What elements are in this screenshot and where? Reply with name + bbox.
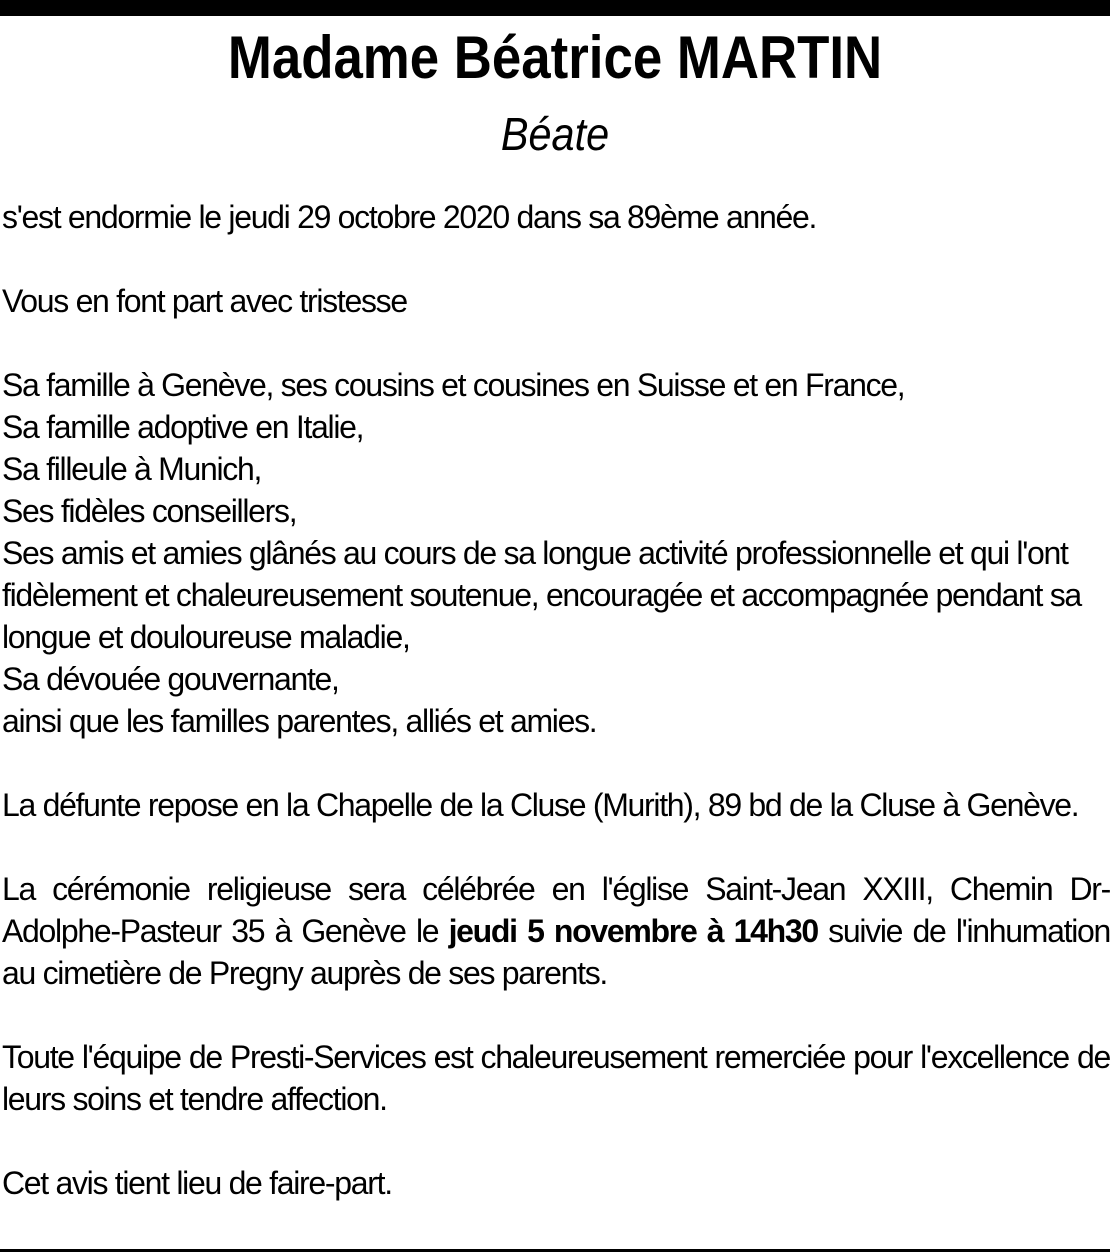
mourner-line: Sa famille adoptive en Italie, <box>2 409 364 445</box>
deceased-nickname: Béate <box>500 108 610 160</box>
intro-text: s'est endormie le jeudi 29 octobre 2020 dans sa 89ème année. <box>2 199 817 235</box>
thanks-text: Toute l'équipe de Presti-Services est chaleureusement remerciée pour l'excellence de leurs soins et tendre affection. <box>2 1039 1110 1117</box>
notice-body <box>2 196 1110 1204</box>
mourners-list <box>2 364 1110 742</box>
ceremony-text-before: La cérémonie religieuse sera célébrée en l'église Saint-Jean XXIII, Chemin Dr-Adolphe-Pasteur 35 à Genève le <box>2 871 1110 949</box>
top-rule <box>0 0 1110 16</box>
announce-text: Vous en font part avec tristesse <box>2 283 407 319</box>
mourner-line: Ses amis et amies glânés au cours de sa longue activité professionnelle et qui l'ont fidèlement et chaleureusement soutenue, encouragée et accompagnée pendant sa longue et douloureuse maladie, <box>2 535 1081 655</box>
mourner-line: Ses fidèles conseillers, <box>2 493 297 529</box>
mourner-line: Sa filleule à Munich, <box>2 451 262 487</box>
ceremony-text <box>2 868 1110 994</box>
deceased-name: Madame Béatrice MARTIN <box>227 24 883 91</box>
ceremony-text-after: suivie de l'inhumation au cimetière de Pregny auprès de ses parents. <box>2 913 1110 991</box>
mourner-line: Sa dévouée gouvernante, <box>2 661 339 697</box>
bottom-rule <box>0 1249 1110 1252</box>
mourner-line: Sa famille à Genève, ses cousins et cousines en Suisse et en France, <box>2 367 905 403</box>
closing-text: Cet avis tient lieu de faire-part. <box>2 1165 392 1201</box>
repose-text: La défunte repose en la Chapelle de la Cluse (Murith), 89 bd de la Cluse à Genève. <box>2 787 1079 823</box>
ceremony-date: jeudi 5 novembre à 14h30 <box>448 913 818 949</box>
mourner-line: ainsi que les familles parentes, alliés et amies. <box>2 703 597 739</box>
